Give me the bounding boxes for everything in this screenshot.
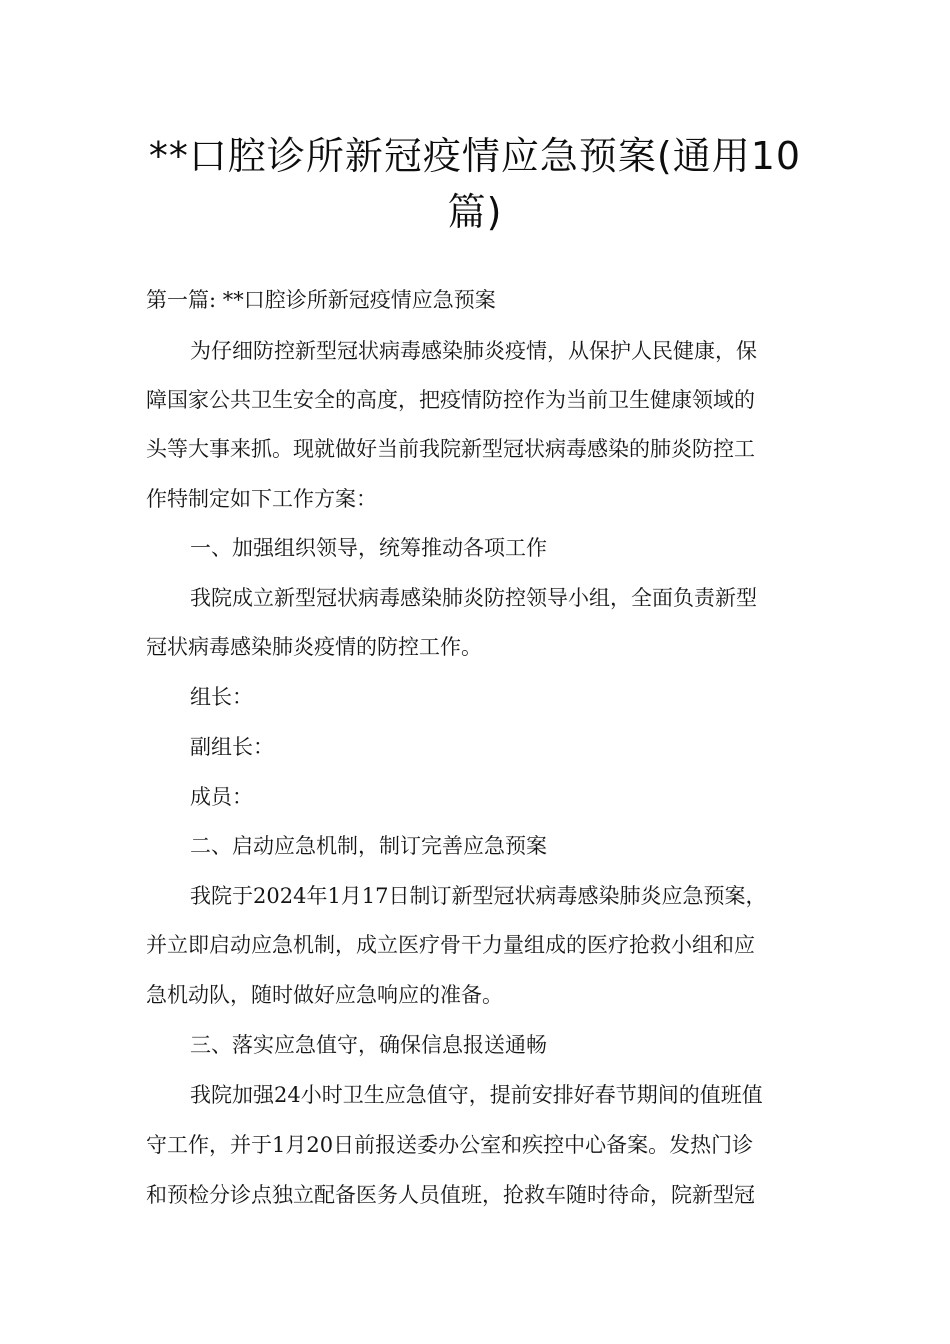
paragraph-line: 头等大事来抓。现就做好当前我院新型冠状病毒感染的肺炎防控工 [146,437,755,461]
list-item: 成员： [190,785,253,809]
paragraph-line: 守工作，并于1月20日前报送委办公室和疾控中心备案。发热门诊 [146,1133,754,1157]
paragraph-line: 作特制定如下工作方案： [146,487,377,511]
paragraph-line: 为仔细防控新型冠状病毒感染肺炎疫情，从保护人民健康，保 [190,339,757,363]
title-line-1: **口腔诊所新冠疫情应急预案(通用10 [148,134,802,178]
subheading: 三、落实应急值守，确保信息报送通畅 [190,1033,547,1057]
subheading: 二、启动应急机制，制订完善应急预案 [190,834,547,858]
paragraph-line: 我院于2024年1月17日制订新型冠状病毒感染肺炎应急预案， [190,884,767,908]
paragraph-line: 冠状病毒感染肺炎疫情的防控工作。 [146,635,482,659]
title-line-2: 篇) [447,190,503,234]
subheading: 一、加强组织领导，统筹推动各项工作 [190,536,547,560]
paragraph-line: 障国家公共卫生安全的高度，把疫情防控作为当前卫生健康领域的 [146,388,755,412]
section-heading: 第一篇: **口腔诊所新冠疫情应急预案 [146,288,496,312]
list-item: 组长： [190,685,253,709]
paragraph-line: 并立即启动应急机制，成立医疗骨干力量组成的医疗抢救小组和应 [146,933,755,957]
list-item: 副组长： [190,735,274,759]
paragraph-line: 我院成立新型冠状病毒感染肺炎防控领导小组，全面负责新型 [190,586,757,610]
paragraph-line: 急机动队，随时做好应急响应的准备。 [146,983,503,1007]
paragraph-line: 我院加强24小时卫生应急值守，提前安排好春节期间的值班值 [190,1083,763,1107]
paragraph-line: 和预检分诊点独立配备医务人员值班，抢救车随时待命，院新型冠 [146,1183,755,1207]
document-title [120,128,830,240]
